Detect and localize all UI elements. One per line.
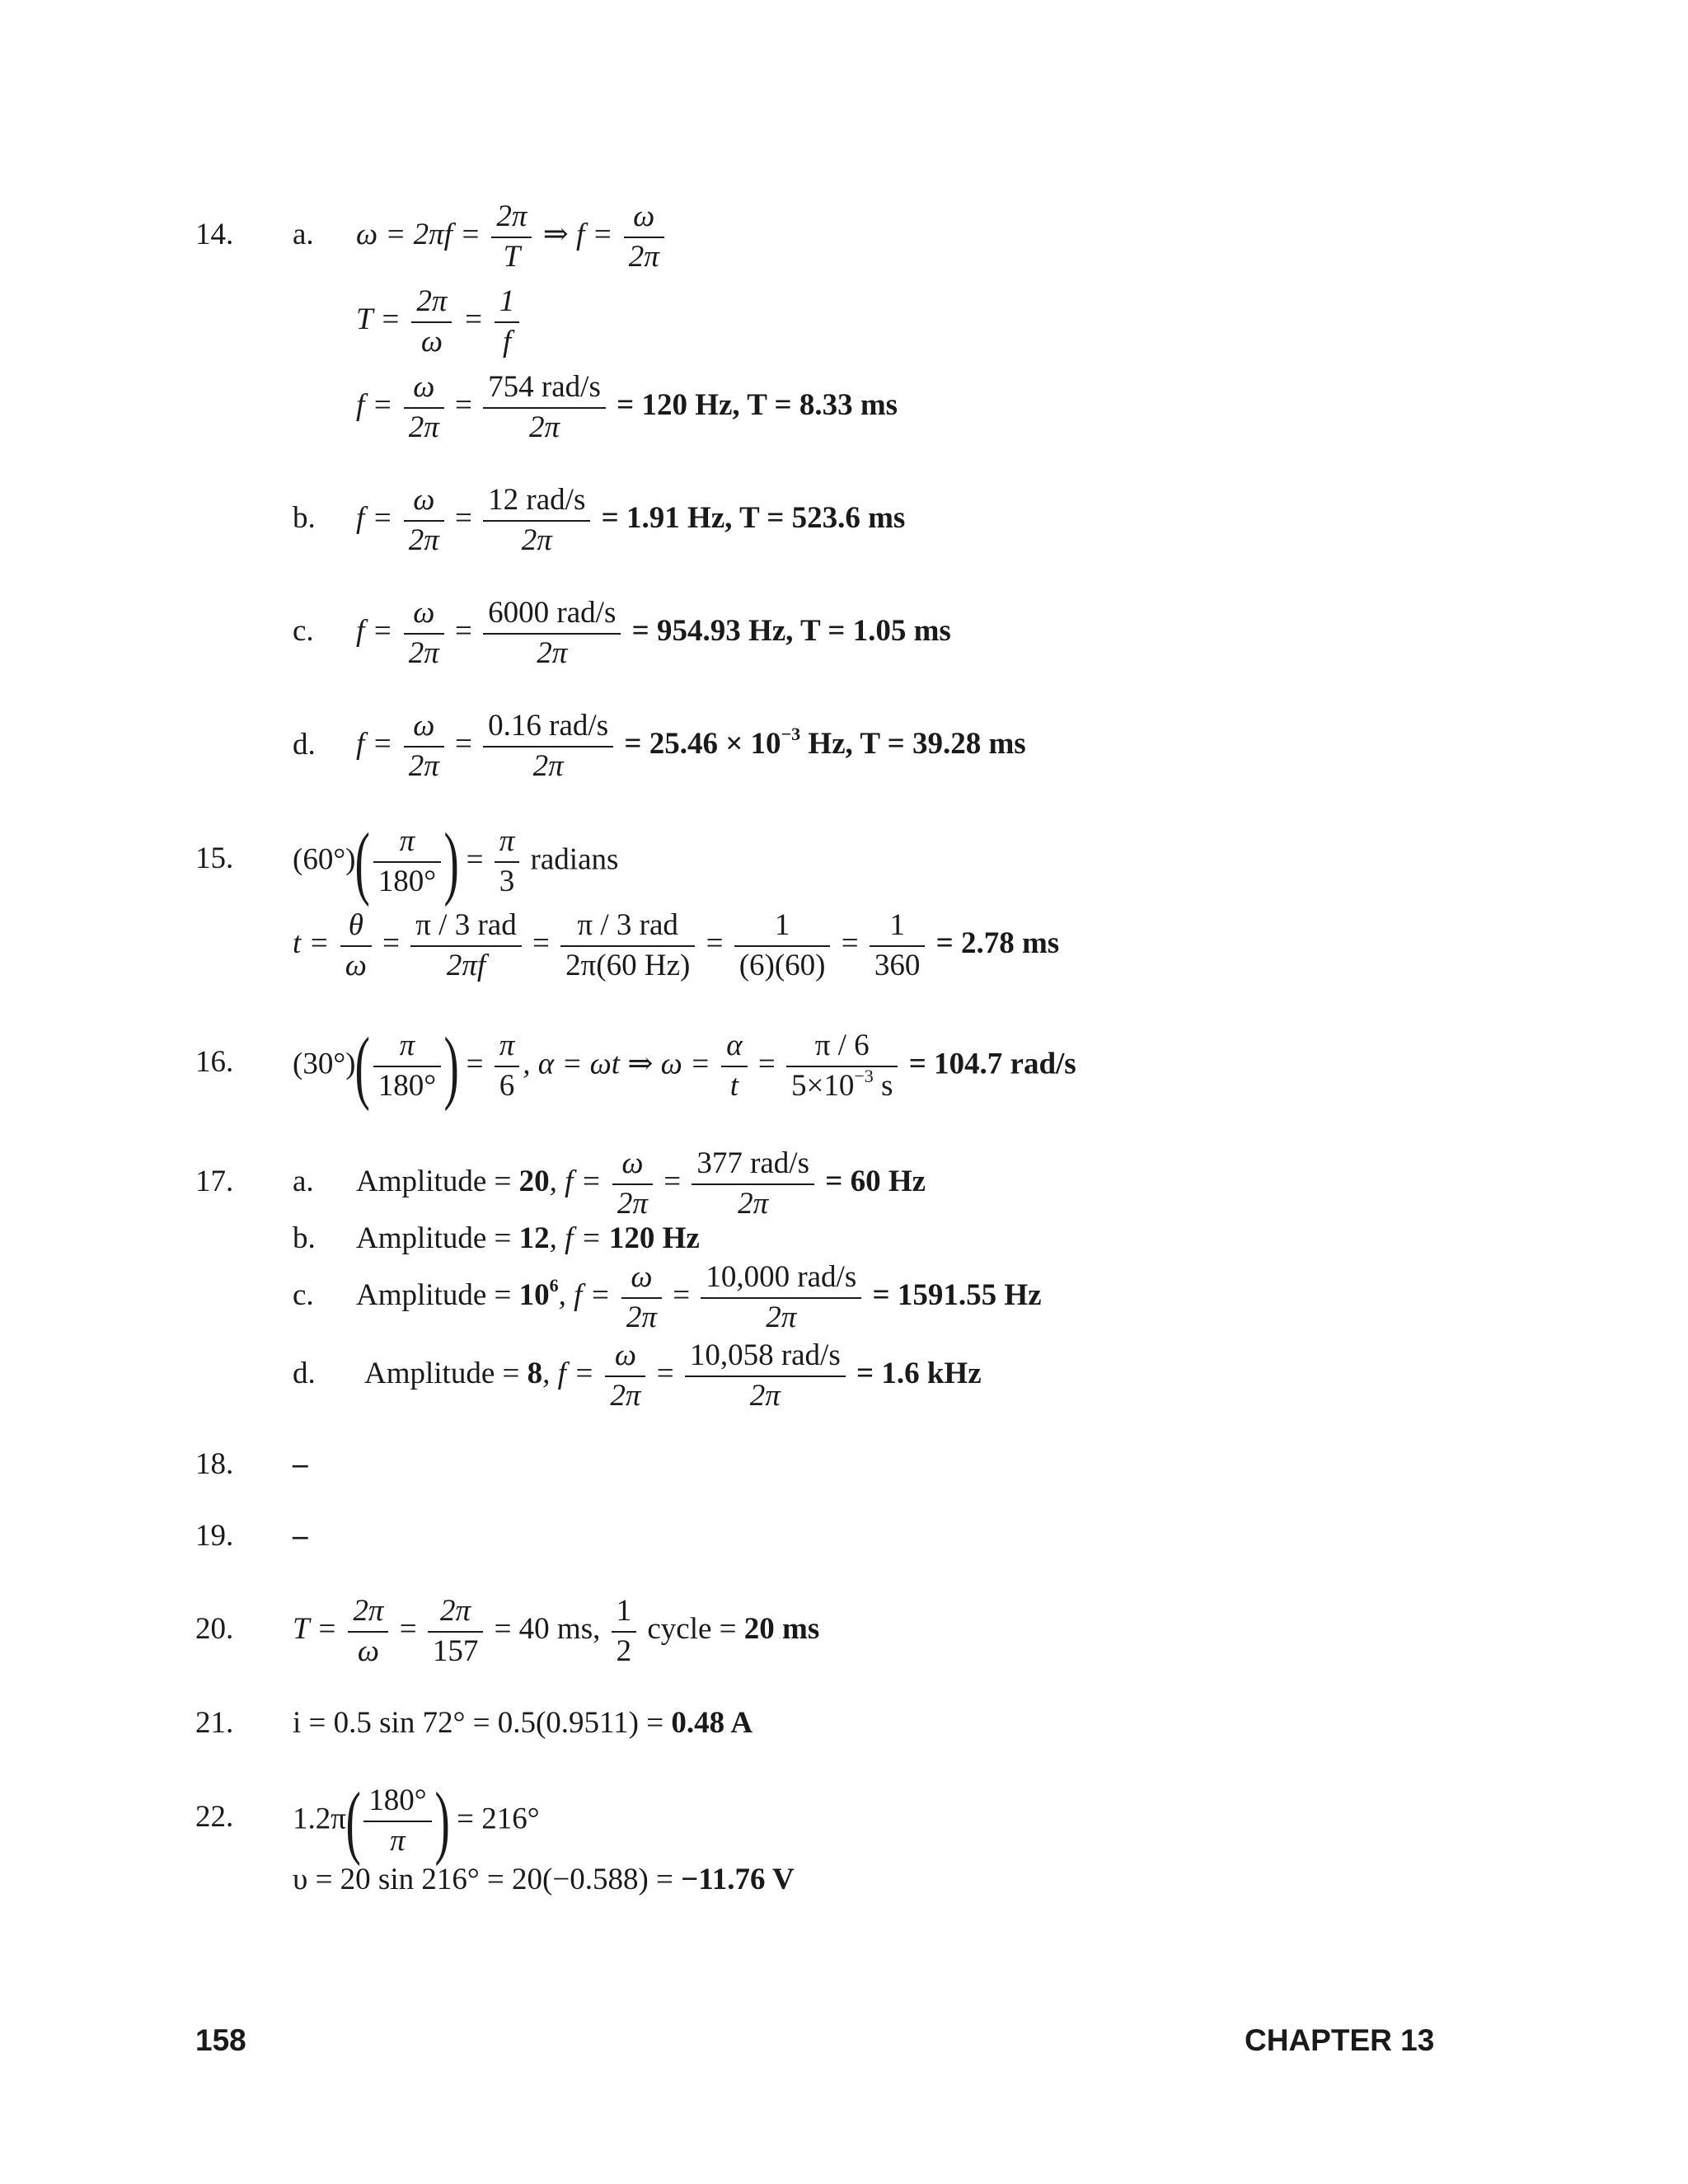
problem-number: 19. bbox=[195, 1519, 234, 1553]
problem-number: 14. bbox=[195, 218, 234, 251]
result-value: 20 ms bbox=[743, 1612, 820, 1647]
equation-line: Amplitude = 8, f = $\frac{\omega}{2\pi}$ = $\frac{\text{10,058 rad/s}}{2\pi}$ = 1.6 kHz bbox=[364, 1338, 982, 1413]
equation-line: f = $\frac{\omega}{2\pi}$ = $\frac{\text{6000 rad/s}}{2\pi}$ = 954.93 Hz, T = 1.05 ms bbox=[356, 596, 951, 670]
equation-line: (30°)( $\frac{\pi}{180^\circ}$ ) = $\frac{\pi}{6}$ , α = ωt ⇒ ω = $\frac{\alpha}{t}$ = $\frac{\pi / 6}{5\times 10^{-3} s}$ = 104.7 rad/s bbox=[293, 1020, 1076, 1112]
equation-line: f = $\frac{\omega}{2\pi}$ = $\frac{\text{12 rad/s}}{2\pi}$ = 1.91 Hz, T = 523.6 ms bbox=[356, 483, 906, 557]
equation-line: i = 0.5 sin 72° = 0.5(0.9511) = 0.48 A bbox=[293, 1706, 753, 1740]
part-label: a. bbox=[293, 1165, 314, 1198]
chapter-label: CHAPTER 13 bbox=[1245, 2023, 1435, 2057]
equation-line: υ = 20 sin 216° = 20(−0.588) = −11.76 V bbox=[293, 1863, 795, 1896]
problem-number: 16. bbox=[195, 1045, 234, 1079]
result-value: = 120 Hz, T = 8.33 ms bbox=[617, 388, 898, 423]
answer-dash: – bbox=[293, 1447, 308, 1481]
result-value: = 1.91 Hz, T = 523.6 ms bbox=[601, 501, 906, 536]
result-value: = 954.93 Hz, T = 1.05 ms bbox=[631, 614, 951, 649]
equation-line: T = $\frac{2\pi}{\omega}$ = $\frac{2\pi}{157}$ = 40 ms, $\frac{1}{2}$ cycle = 20 ms bbox=[293, 1594, 820, 1668]
part-label: c. bbox=[293, 1278, 314, 1312]
equation-line: T = $\frac{2\pi}{\omega}$ = $\frac{1}{f}$ bbox=[356, 283, 523, 361]
result-value: = 1591.55 Hz bbox=[872, 1278, 1042, 1313]
page-number: 158 bbox=[195, 2023, 246, 2057]
result-value: −11.76 V bbox=[681, 1863, 795, 1896]
equation-line: 1.2π( $\frac{180^\circ}{\pi}$ ) = 216° bbox=[293, 1775, 540, 1867]
part-label: d. bbox=[293, 728, 316, 762]
equation-line: t = $\frac{\theta}{\omega}$ = $\frac{\text{π / 3 rad}}{2\pi f}$ = $\frac{\text{π / 3 rad}}{2\pi(60 Hz)}$ = $\frac{1}{(6)(60)}$ = $\frac{1}{360}$ = 2.78 ms bbox=[293, 908, 1060, 982]
problem-number: 22. bbox=[195, 1800, 234, 1834]
problem-number: 15. bbox=[195, 841, 234, 875]
result-value: 0.48 A bbox=[671, 1706, 753, 1740]
equation-line: ω = 2πf = $\frac{2\pi}{T}$ ⇒ f = $\frac{\omega}{2\pi}$ bbox=[356, 198, 668, 276]
part-label: c. bbox=[293, 614, 314, 648]
result-value: = 1.6 kHz bbox=[856, 1357, 982, 1391]
result-value: = 2.78 ms bbox=[935, 926, 1060, 961]
result-value: = 104.7 rad/s bbox=[908, 1047, 1076, 1081]
equation-line: Amplitude = 20, f = $\frac{\omega}{2\pi}$ = $\frac{\text{377 rad/s}}{2\pi}$ = 60 Hz bbox=[356, 1146, 926, 1221]
answer-dash: – bbox=[293, 1519, 308, 1553]
problem-number: 18. bbox=[195, 1447, 234, 1481]
equation-line: f = $\frac{\omega}{2\pi}$ = $\frac{\text{0.16 rad/s}}{2\pi}$ = $25.46 \times 10^{-3}$ Hz, T = 39.28 ms bbox=[356, 709, 1026, 783]
problem-number: 17. bbox=[195, 1165, 234, 1198]
result-value: = 60 Hz bbox=[825, 1165, 926, 1199]
equation-line: Amplitude = $10^6$, f = $\frac{\omega}{2\pi}$ = $\frac{\text{10,000 rad/s}}{2\pi}$ = 1591.55 Hz bbox=[356, 1260, 1042, 1334]
part-label: b. bbox=[293, 501, 316, 535]
equation-line: (60°)( $\frac{\pi}{180^\circ}$ ) = $\frac{\pi}{3}$ radians bbox=[293, 816, 619, 907]
problem-number: 20. bbox=[195, 1612, 234, 1646]
result-value: 120 Hz bbox=[608, 1221, 700, 1255]
part-label: b. bbox=[293, 1221, 316, 1255]
equation-line: f = $\frac{\omega}{2\pi}$ = $\frac{\text{754 rad/s}}{2\pi}$ = 120 Hz, T = 8.33 ms bbox=[356, 370, 898, 444]
equation-line: Amplitude = 12, f = 120 Hz bbox=[356, 1221, 700, 1255]
result-value: = $25.46 \times 10^{-3}$ Hz, T = 39.28 ms bbox=[624, 724, 1026, 762]
problem-number: 21. bbox=[195, 1706, 234, 1740]
part-label: a. bbox=[293, 218, 314, 251]
part-label: d. bbox=[293, 1357, 316, 1390]
